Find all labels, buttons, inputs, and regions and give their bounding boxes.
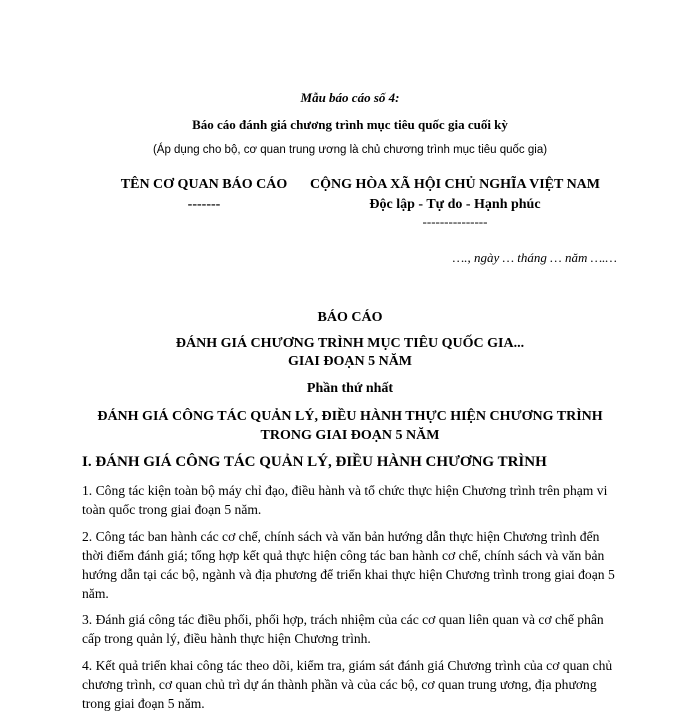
report-label: BÁO CÁO xyxy=(317,310,383,325)
agency-name: TÊN CƠ QUAN BÁO CÁO xyxy=(120,177,288,192)
section-item-4: 4. Kết quả triển khai công tác theo dõi, kiểm tra, giám sát đánh giá Chương trình của cơ quan chủ chương trình, cơ quan chủ trì dự án thành phần và của các bộ, cơ quan trung ương, địa phương trong giai đoạn 5 năm. xyxy=(82,658,613,711)
section-item-1: 1. Công tác kiện toàn bộ máy chỉ đạo, điều hành và tổ chức thực hiện Chương trình trên phạm vi toàn quốc trong giai đoạn 5 năm. xyxy=(82,483,608,517)
national-title: CỘNG HÒA XÃ HỘI CHỦ NGHĨA VIỆT NAM xyxy=(309,177,600,192)
agency-rule: ------- xyxy=(187,197,221,212)
report-title-line1: ĐÁNH GIÁ CHƯƠNG TRÌNH MỤC TIÊU QUỐC GIA... xyxy=(175,336,525,351)
part-label: Phần thứ nhất xyxy=(306,381,394,396)
form-title: Báo cáo đánh giá chương trình mục tiêu quốc gia cuối kỳ xyxy=(192,117,508,132)
section-item-2: 2. Công tác ban hành các cơ chế, chính sách và văn bản hướng dẫn thực hiện Chương trình đến thời điểm đánh giá; tổng hợp kết quả thực hiện công tác ban hành cơ chế, chính sách và văn bản hướng dẫn tại các bộ, ngành và địa phương để triển khai thực hiện Chương trình trong giai đoạn 5 năm. xyxy=(82,529,615,601)
part-title-line1: ĐÁNH GIÁ CÔNG TÁC QUẢN LÝ, ĐIỀU HÀNH THỰC HIỆN CHƯƠNG TRÌNH xyxy=(97,409,603,424)
form-number: Mẫu báo cáo số 4: xyxy=(300,90,400,105)
section-item-3: 3. Đánh giá công tác điều phối, phối hợp, trách nhiệm của các cơ quan liên quan và cơ chế phân cấp trong quản lý, điều hành thực hiện Chương trình. xyxy=(82,612,604,646)
applies-to-note: (Áp dụng cho bộ, cơ quan trung ương là chủ chương trình mục tiêu quốc gia) xyxy=(152,144,548,156)
national-motto: Độc lập - Tự do - Hạnh phúc xyxy=(369,197,541,212)
report-title-line2: GIAI ĐOẠN 5 NĂM xyxy=(287,354,413,369)
date-line: …., ngày … tháng … năm ….… xyxy=(452,250,617,265)
part-title-line2: TRONG GIAI ĐOẠN 5 NĂM xyxy=(260,428,440,443)
national-rule: --------------- xyxy=(422,214,488,229)
section-heading: I. ĐÁNH GIÁ CÔNG TÁC QUẢN LÝ, ĐIỀU HÀNH CHƯƠNG TRÌNH xyxy=(82,454,547,470)
